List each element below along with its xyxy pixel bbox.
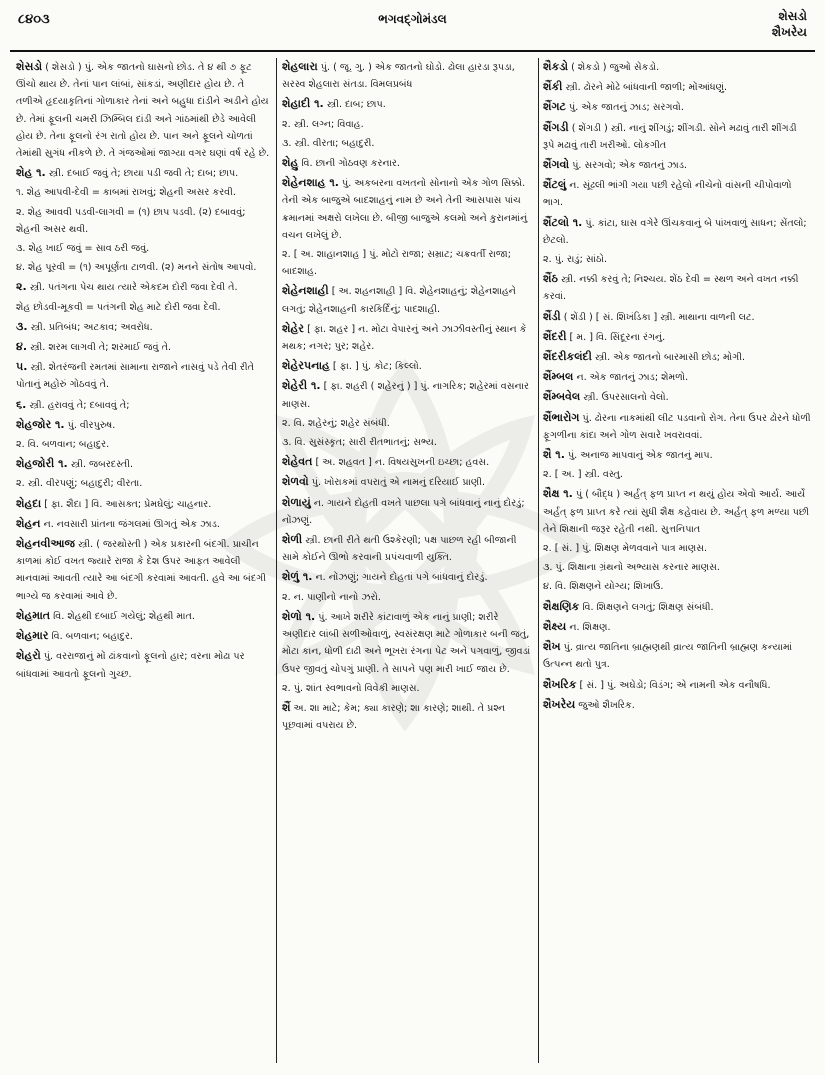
entry-definition: સ્ત્રી. છાની રીતે થતી ઉશ્કેરણી; પક્ષ પાછળ રહી બીજાની સામે કોઈને ઊભો કરવાની પ્રપંચવાળી યુક્તિ. (282, 535, 517, 564)
dictionary-entry (543, 270, 811, 305)
dictionary-entry (282, 415, 532, 432)
headword: શેળાયું (282, 495, 311, 509)
headword: શૈંદરીકલંદી (543, 350, 592, 364)
headword: શૈંગટ (543, 100, 566, 114)
entry-definition: પું. વ્રાત્ય જાતિના બ્રાહ્મણથી વ્રાત્ય જાતિની બ્રાહ્મણ કન્યામાં ઉત્પન્ન થતો પુત્ર. (543, 642, 793, 671)
headword: શૈક્ષ્ય (543, 619, 567, 633)
entry-definition: પું. વીરપુરુષ. (67, 419, 116, 431)
entry-definition: ૨. પું. રાડું; સાંઠો. (543, 254, 608, 266)
headword: શૈખ (543, 640, 561, 654)
headword: શૈંમ્બલ (543, 370, 574, 384)
entry-definition: સ્ત્રી. દાબ; છાપ. (326, 99, 386, 111)
entry-definition: ૩. શેહ ખાઈ જવું = સાવ ઠરી જવું. (16, 243, 150, 255)
dictionary-entry (543, 409, 811, 444)
entry-definition: ૨. [ અ. ] સ્ત્રી. વસ્તુ. (543, 469, 623, 481)
dictionary-entry (282, 174, 532, 244)
dictionary-entry (16, 647, 270, 682)
dictionary-entry (16, 358, 270, 393)
headword: શૈંઠ (543, 272, 558, 286)
entry-definition: ન. નવસારી પ્રાંતના જંગલમાં ઊગતું એક ઝાડ. (43, 518, 220, 530)
dictionary-entry (543, 176, 811, 211)
dictionary-entry (543, 98, 811, 116)
dictionary-entry (543, 308, 811, 326)
entry-definition: સ્ત્રી. પતંગના પેચ થાય ત્યારે એકદમ દોરી જવા દેવી તે. (29, 282, 238, 294)
entry-definition: ૪. શેહ પૂરવી = (૧) અપૂર્ણતા ટાળવી. (૨) મનને સંતોષ આપવો. (16, 262, 257, 274)
entry-definition: પું. ઢોરના નાકમાંથી લીટ પડવાનો રોગ. તેના ઉપર ઢોરને ધોળી ફૂગળીના કાંદા અને ગોળ સવારે ખવરાવવાં. (543, 412, 811, 441)
dictionary-entry (543, 156, 811, 174)
headword: શેહદા (16, 496, 42, 510)
dictionary-entry (16, 535, 270, 605)
dictionary-entry (543, 466, 811, 483)
dictionary-entry (282, 246, 532, 280)
dictionary-entry (282, 282, 532, 317)
entry-definition: પું. ખોરાકમાં વપરાતું એ નામનું દરિયાઈ પ્રાણી. (311, 477, 486, 489)
entry-definition: ૨. ન. પાણીનો નાનો ઝરો. (282, 591, 381, 603)
dictionary-entry (543, 446, 811, 464)
entry-definition: [ સં. ] પું. અઘેડો; વિડંગ; એ નામની એક વનૌષધિ. (579, 679, 771, 691)
entry-definition: ૨. વિ. શહેરનું; શહેર સંબંધી. (282, 417, 390, 429)
entry-definition: પું. સરગવો; એક જાતનું ઝાડ. (572, 160, 688, 172)
dictionary-entry (16, 495, 270, 513)
entry-definition: ( શેસડો ) પું. એક જાતનો ઘાસનો છોડ. તે ૪ થી ૭ ફૂટ ઊંચો થાય છે. તેનાં પાન લાંબાં, સાંકડાં, અણીદાર હોય છે. તે તળીએ હૃદયાકૃતિનાં ગોળાકાર તેનાં અને બહુધા દાંડીને અડીને હોય છે. તેમાં ફૂલની ચમરી ઝિમ્બિલ દાંડી અને ગાંઠમાંથી છેડે આવેલી હોય છે. તેના ફૂલનો રંગ રાતો હોય છે. પાન અને ફૂલને ચોળતાં તેમાંથી સુગંધ નીકળે છે. તે ગંજઓમાં જાગ્યા વગર ઘણાં વર્ષ રહે છે. (16, 62, 270, 160)
headword: શેહનવીઆજ (16, 537, 75, 551)
entry-definition: ૨. પું. શાંત સ્વભાવનો વિવેકી માણસ. (282, 682, 420, 694)
entry-definition: ન. સૂંઢલી ભાંગી ગયા પછી રહેલો નીચેનો વાંસની ચીપોવાળો ભાગ. (543, 180, 792, 209)
entry-definition: ( શેંગડી ) સ્ત્રી. નાનું શીંગડું; શીંગડી. સોને મઢાવું તારી શીંગડી રૂપે મઢાવું તારી ખરીઓ. લોકગીત (543, 122, 797, 151)
dictionary-entry (282, 320, 532, 355)
dictionary-entry (282, 608, 532, 678)
dictionary-entry (543, 618, 811, 636)
headword: શૈખરિક (543, 677, 577, 691)
entry-definition: સ્ત્રી. શેતરંજની રમતમાં સામાના રાજાને નાસવું પડે તેવી રીતે પોતાનું મહોરું ગોઠવવું તે. (16, 362, 254, 391)
dictionary-entry (16, 396, 270, 414)
dictionary-entry (282, 453, 532, 471)
dictionary-entry (543, 119, 811, 154)
headword: શેહલારા (282, 60, 318, 73)
headword: ૬. (16, 397, 27, 411)
headword: ૨. (16, 280, 27, 294)
dictionary-entry (16, 627, 270, 645)
entry-definition: વિ. શેહથી દબાઈ ગયેલું; શેહથી માત. (53, 610, 195, 622)
dictionary-entry (543, 214, 811, 249)
headword: ૪. (16, 340, 27, 354)
headword: શેહેવત (282, 455, 313, 469)
column-3 (543, 58, 811, 1066)
entry-definition: પું. ( જૂ. ગુ. ) એક જાતનો ઘોડો. ઢોલા હારડા રૂપડા, સરસ્વ શેહલારા સંતડા. વિમલપ્રબંધ (282, 62, 515, 91)
entry-definition: ૩. સ્ત્રી. વીરતા; બહાદુરી. (282, 137, 375, 149)
dictionary-entry (16, 338, 270, 356)
headword: શેહમાર (16, 629, 49, 643)
headword: શેસડો (16, 60, 43, 73)
dictionary-entry (282, 473, 532, 491)
entry-definition: ૨. સ્ત્રી. વીરપણું; બહાદુરી; વીરતા. (16, 478, 143, 490)
dictionary-entry (282, 58, 532, 93)
entry-definition: ૨. [ સં. ] પું. શિક્ષણ મેળવવાને પાત્ર માણસ. (543, 543, 708, 555)
dictionary-entry (543, 676, 811, 694)
entry-definition: પું. અનાજ માપવાનું એક જાતનું માપ. (567, 450, 713, 462)
dictionary-entry (543, 540, 811, 557)
page-header (14, 8, 811, 48)
dictionary-entry (543, 328, 811, 346)
entry-definition: પું. એક જાતનું ઝાડ; સરગવો. (568, 102, 684, 114)
entry-definition: સ્ત્રી. ( જરથોસ્તી ) એક પ્રકારની બંદગી. પ્રાચીન કાળમાં કોઈ વખત જ્યારે રાજા કે દેશ ઉપર આફત આવેલી માનવામાં આવતી ત્યારે આ બંદગી કરવામાં આવતી. હવે આ બંદગી ભાગ્યે જ કરવામાં આવે છે. (16, 539, 266, 602)
dictionary-entry (543, 388, 811, 406)
entry-definition: સ્ત્રી. નક્કી કરવું તે; નિશ્ચય. શેંઠ દેવી = સ્થળ અને વખત નક્કી કરવાં. (543, 274, 799, 303)
entry-definition: [ ફા. શહર ] ન. મોટા વેપારનું અને ઝાઝીવસ્તીનું સ્થાન કે મથક; નગર; પુર; શહેર. (282, 323, 527, 353)
dictionary-entry (282, 116, 532, 133)
dictionary-entry (16, 607, 270, 625)
entry-definition: [ ફા. ] પું. કોટ; કિલ્લો. (332, 361, 422, 373)
entry-definition: ૩. પું. શિક્ષાના ગ્રંથનો અભ્યાસ કરનાર માણસ. (543, 562, 720, 574)
entry-definition: [ મ. ] વિ. સિંદૂરના રંગનું. (569, 331, 666, 343)
headword: શેળું ૧. (282, 570, 313, 584)
dictionary-entry (543, 578, 811, 595)
entry-definition: સ્ત્રી. ઉપરસાલનો વેલો. (583, 392, 669, 404)
dictionary-entry (543, 58, 811, 76)
running-title: ભગવદ્ગોમંડલ (378, 12, 447, 26)
entry-definition: ૨. વિ. બળવાન; બહાદુર. (16, 439, 110, 451)
column-divider-1 (276, 58, 277, 1063)
dictionary-entry (543, 638, 811, 673)
dictionary-entry (543, 559, 811, 576)
dictionary-entry (543, 348, 811, 366)
dictionary-entry (16, 204, 270, 238)
entry-definition: વિ. બળવાન; બહાદુર. (51, 631, 133, 643)
headword: શેહુ (282, 156, 299, 170)
entry-definition: પું. અકબરના વખતનો સોનાનો એક ગોળ સિક્કો. તેની એક બાજુએ બાદશાહનું નામ છે અને તેની આસપાસ પાંચ ક્રમાનમાં અક્ષરો લખેલા છે. બીજી બાજુએ કલમો અને કુરાનમાંનું વચન લખેલું છે. (282, 178, 528, 241)
dictionary-entry (16, 475, 270, 492)
dictionary-entry (282, 568, 532, 586)
headword: શેહજોર ૧. (16, 417, 65, 431)
headword: શૈંગવો (543, 158, 570, 172)
dictionary-entry (282, 680, 532, 697)
entry-definition: સ્ત્રી. દબાઈ જવું તે; છાયા પડી જવી તે; દાબ; છાપ. (48, 168, 239, 180)
entry-definition: ન. ગાયને દોહતી વખતે પાછલા પગે બાંધવાનું નાનું દોરડું; નોંઝણું. (282, 497, 525, 526)
dictionary-entry (282, 494, 532, 529)
headword: શેહેનશાહ ૧. (282, 176, 339, 190)
dictionary-entry (282, 154, 532, 172)
header-rule (10, 50, 815, 52)
entry-definition: ન. નોંઝણું; ગાયને દોહતાં પગે બાંધવાનું દોરડું. (315, 572, 488, 584)
entry-definition: પું. આખે શરીરે કાંટાવાળું એક નાનું પ્રાણી; શરીરે અણીદાર લાંબી સળીઓવાળું, સ્વસંરક્ષણ માટે ગોળાકાર બની જતું, મોટા કાન, ધોળી દાઢી અને ભૂખરા રંગના પેટ અને પગવાળું, જીવડાં ઉપર જીવતું ચોપગું પ્રાણી. તે સાપને પણ મારી ખાઈ જાય છે. (282, 611, 531, 675)
entry-definition: [ ફા. શહરી ( શહેરનું ) ] પું. નાગરિક; શહેરમાં વસનાર માણસ. (282, 381, 529, 410)
dictionary-entry (543, 368, 811, 386)
headword: શેળી (282, 533, 303, 547)
headword: શેહેનશાહી (282, 284, 329, 298)
entry-definition: ૪. વિ. શિક્ષણને યોગ્ય; શિખાઉ. (543, 581, 664, 593)
dictionary-entry (543, 78, 811, 96)
entry-definition: ૩. વિ. સુસંસ્કૃત; સારી રીતભાતનું; સભ્ય. (282, 437, 437, 449)
dictionary-entry (16, 436, 270, 453)
dictionary-entry (16, 416, 270, 434)
column-2 (282, 58, 532, 1066)
entry-definition: ૨. [ અ. શાહાનશાહ ] પું. મોટો રાજા; સમ્રાટ; ચક્રવર્તી રાજા; બાદશાહ. (282, 249, 511, 278)
dictionary-entry (282, 357, 532, 375)
headword: શેહન (16, 516, 41, 530)
headword: શૈખરેય (543, 697, 576, 711)
headword: શૈક્ષ ૧. (543, 487, 573, 501)
headword: શેહાદી ૧. (282, 97, 324, 111)
dictionary-entry (543, 485, 811, 538)
entry-definition: સ્ત્રી. શરમ લાગવી તે; શરમાઈ જવું તે. (30, 342, 172, 354)
headword: શૈક્ષણિક (543, 599, 580, 613)
headword: ૫. (16, 360, 28, 374)
entry-definition: વિ. શિક્ષણને લગતું; શિક્ષણ સંબંધી. (582, 601, 714, 613)
headword: શૈંભારોગ (543, 410, 580, 424)
entry-definition: જુઓ શૈખરિક. (578, 699, 635, 711)
entry-definition: પું. વરરાજાનું મોં ઢાંકવાનો ફૂલનો હાર; વરના મોઢા પર બાંધવામાં આવતો ફૂલનો ગુચ્છ. (16, 651, 245, 680)
column-1 (16, 58, 270, 1066)
entry-definition: શેહ છોડવી-મૂકવી = પતંગની શેહ માટે દોરી જવા દેવી. (16, 301, 221, 313)
headword: શૈંગડી (543, 120, 569, 134)
entry-definition: ૧. શેહ આપવી-દેવી = કાબમાં રાખવું; શેહની અસર કરવી. (16, 187, 236, 199)
entry-definition: ૨. સ્ત્રી. લગ્ન; વિવાહ. (282, 118, 364, 130)
headword: શેહ ૧. (16, 166, 46, 180)
headword: ૩. (16, 319, 28, 333)
entry-definition: સ્ત્રી. જબરદસ્તી. (70, 459, 134, 471)
dictionary-entry (16, 184, 270, 201)
entry-definition: સ્ત્રી. ઢોરને મોઢે બાંધવાની જાળી; મોંઆંધણું. (565, 82, 728, 94)
dictionary-entry (282, 95, 532, 113)
dictionary-entry (282, 434, 532, 451)
guide-word-bottom: શૈખરેય (771, 25, 807, 39)
entry-definition: ન. એક જાતનું ઝાડ; શેમળો. (576, 372, 689, 384)
entry-definition: વિ. છાની ગોઠવણ કરનાર. (301, 158, 400, 170)
headword: શૈં (282, 700, 291, 714)
headword: શૈંડી (543, 309, 561, 323)
headword: શેહરો (16, 649, 41, 663)
headword: શૈંમ્બવેલ (543, 390, 581, 404)
guide-words (772, 8, 807, 40)
headword: શેહેરી ૧. (282, 379, 321, 393)
headword: શૈ ૧. (543, 448, 565, 462)
dictionary-entry (16, 259, 270, 276)
headword: શૈંકી (543, 80, 563, 94)
headword: શેળો ૧. (282, 609, 316, 623)
dictionary-entry (282, 135, 532, 152)
dictionary-entry (16, 299, 270, 316)
dictionary-entry (282, 531, 532, 566)
column-divider-2 (538, 58, 539, 1063)
headword: શેહમાત (16, 608, 51, 622)
dictionary-entry (282, 699, 532, 734)
entry-definition: ( શેકડો ) જુઓ સેકડો. (571, 62, 660, 73)
entry-definition: [ અ. શહનશાહી ] વિ. શેહેનશાહનું; શેહેનશાહને લગતું; શેહેનશાહની કારકિર્દિનું; પાદશાહી. (282, 286, 516, 315)
page-number: ૮૪૦૩ (18, 12, 50, 27)
dictionary-entry (16, 455, 270, 473)
headword: શેહેર (282, 321, 304, 335)
entry-definition: ન. શિક્ષણ. (569, 621, 611, 633)
dictionary-entry (543, 696, 811, 714)
dictionary-entry (282, 589, 532, 606)
dictionary-entry (16, 164, 270, 182)
dictionary-entry (16, 240, 270, 257)
dictionary-entry (16, 318, 270, 336)
headword: શૈંદરી (543, 329, 567, 343)
headword: શેળવો (282, 475, 309, 489)
headword: શેહેરપનાહ (282, 359, 330, 373)
dictionary-entry (16, 278, 270, 296)
dictionary-entry (16, 515, 270, 533)
dictionary-entry (543, 598, 811, 616)
entry-definition: સ્ત્રી. એક જાતનો બારમાસી છોડ; મોગી. (594, 352, 745, 364)
entry-definition: પું. કાંટા, ઘાસ વગેરે ઊંચકવાનું બે પાંખવાળું સાધન; સેંતલો; છેટલો. (543, 217, 807, 246)
entry-definition: [ અ. શહવત ] ન. વિષયસુખની ઇચ્છા; હવસ. (315, 457, 490, 469)
entry-definition: સ્ત્રી. પ્રતિબંધ; અટકાવ; અવરોધ. (30, 321, 153, 333)
entry-definition: ૨. શેહ આવવી પડવી-લાગવી = (૧) છાપ પડવી. (૨) દબાવવું; શેહની અસર થવી. (16, 206, 246, 235)
headword: શૈકડો (543, 60, 569, 73)
headword: શૈંટલો ૧. (543, 215, 583, 229)
dictionary-entry (543, 251, 811, 268)
headword: શેહજોરી ૧. (16, 457, 68, 471)
entry-definition: સ્ત્રી. હરાવવું તે; દબાવવું તે; (29, 399, 130, 411)
dictionary-entry (16, 58, 270, 162)
guide-word-top: શેસડો (778, 9, 807, 23)
entry-definition: અ. શા માટે; કેમ; ક્યા કારણે; શા કારણે; શાથી. તે પ્રશ્ન પૂછવામાં વપરાય છે. (282, 702, 506, 732)
entry-definition: [ ફા. શૈદા ] વિ. આસક્ત; પ્રેમઘેલું; ચાહનાર. (44, 498, 212, 510)
entry-definition: પું ( બૌદ્ધ ) અર્હત્ ફળ પ્રાપ્ત ન થયું હોય એવો આર્ય. આર્યે અર્હત્ ફળ પ્રાપ્ત કરે ત્યાં સુધી શૈક્ષ કહેવાય છે. અર્હત્ ફળ મળ્યા પછી તેને શિક્ષાની જરૂર રહેતી નથી. સુત્તનિપાત (543, 489, 810, 535)
dictionary-entry (282, 377, 532, 412)
entry-definition: ( શેંડી ) [ સં. શિખંડિકા ] સ્ત્રી. માથાના વાળની લટ. (563, 311, 755, 323)
headword: શૈંટલું (543, 178, 567, 192)
